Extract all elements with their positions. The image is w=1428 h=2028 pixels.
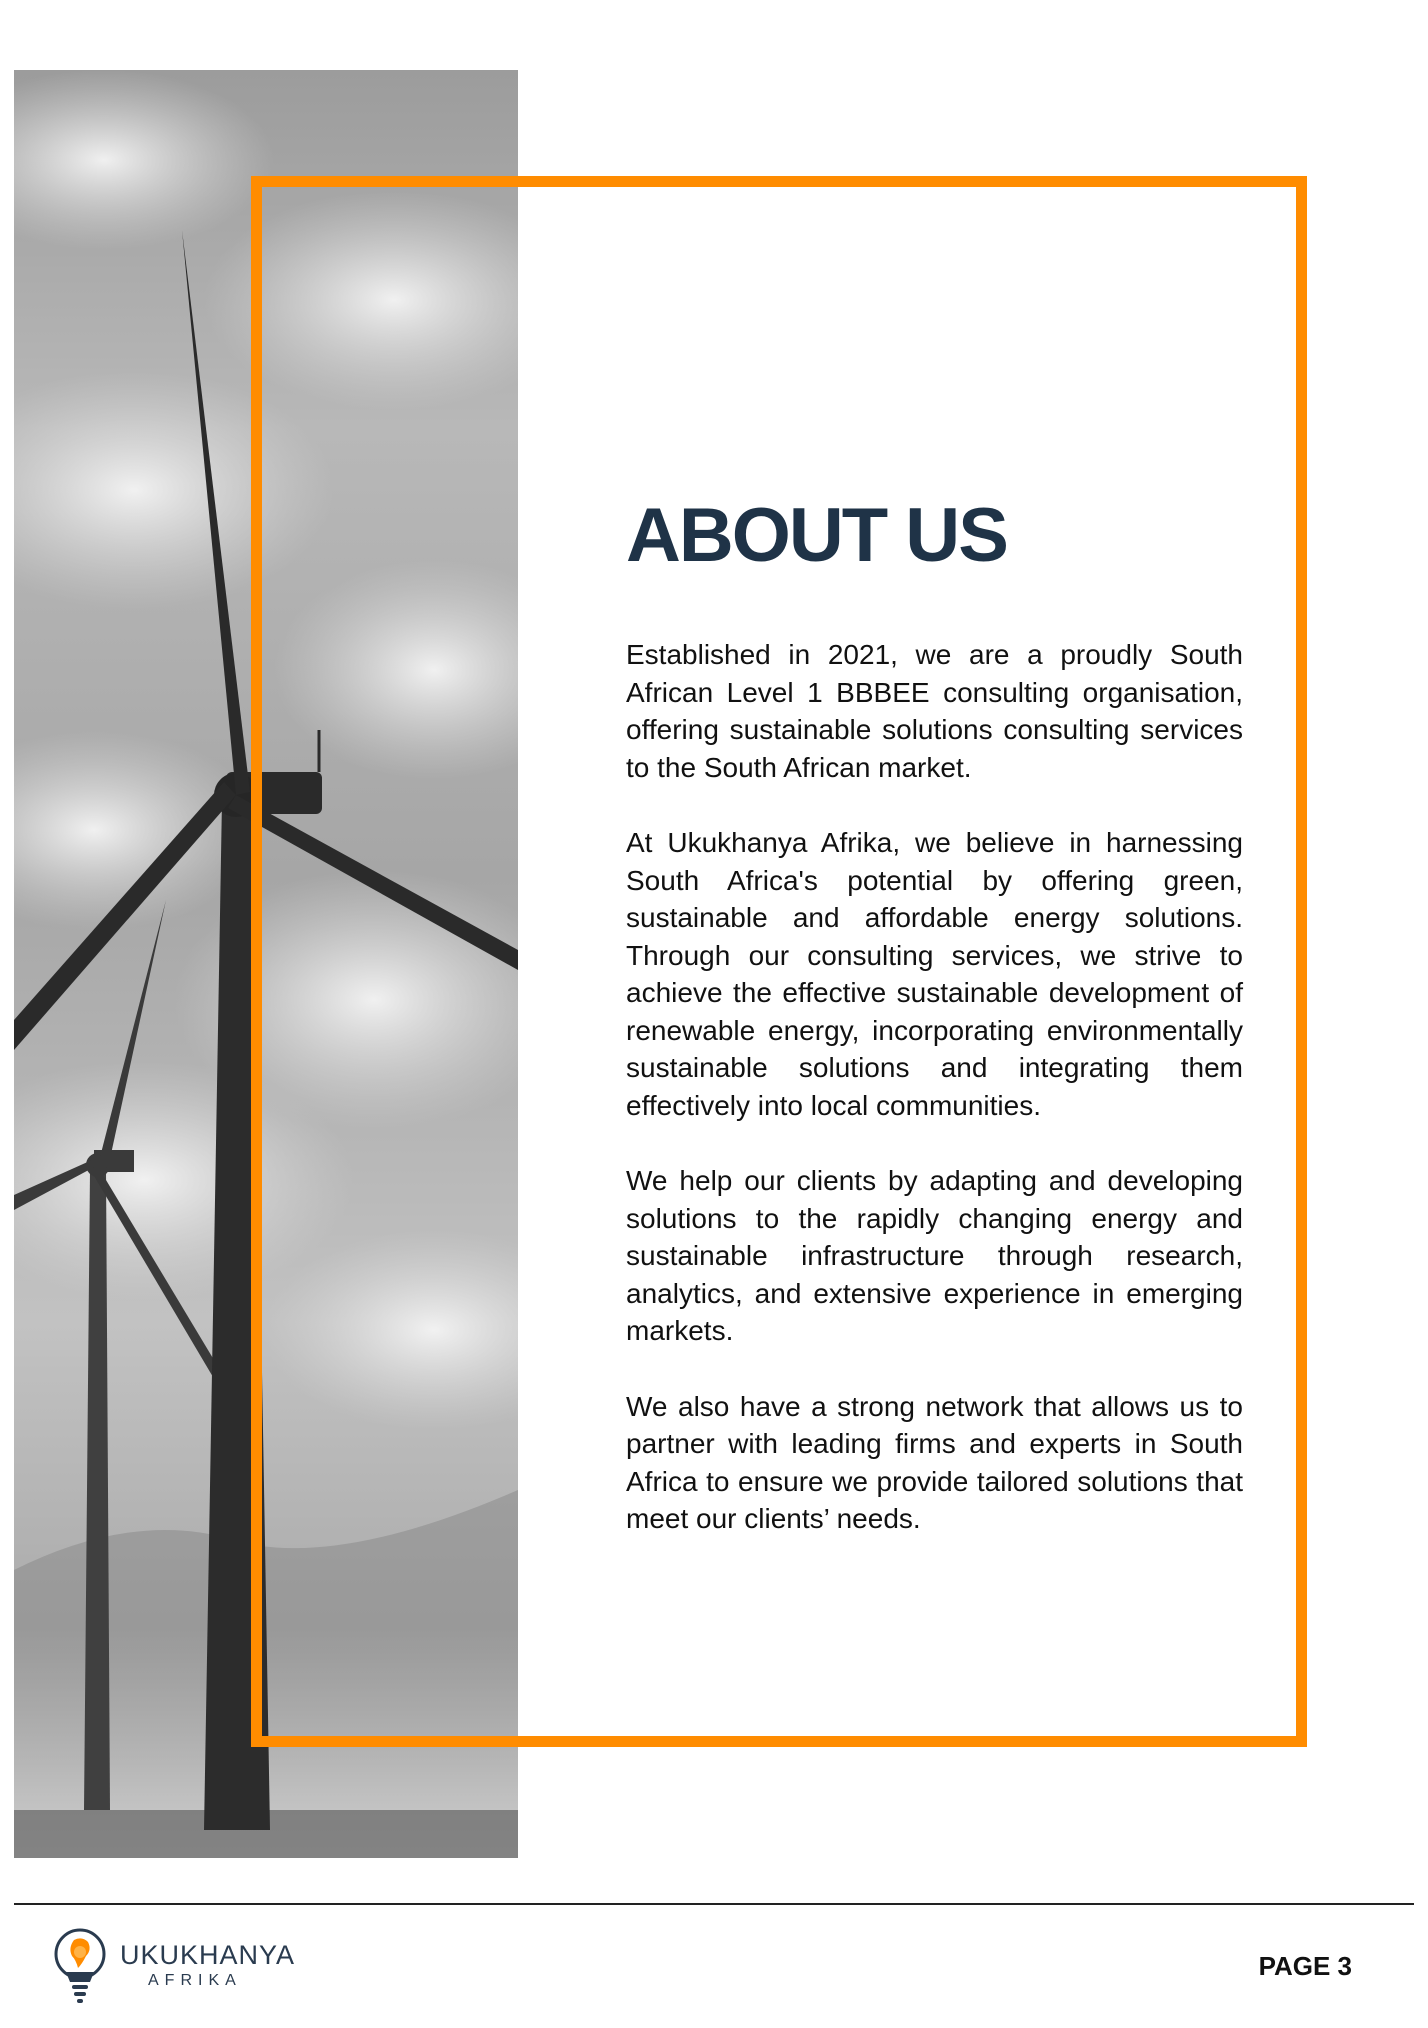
lightbulb-africa-icon	[52, 1926, 112, 2008]
logo-subtitle: AFRIKA	[148, 1972, 242, 1989]
logo-name: UKUKHANYA	[120, 1940, 296, 1970]
about-body-text	[626, 636, 1243, 1576]
paragraph-clients: We help our clients by adapting and developing solutions to the rapidly changing energy and sustainable infrastructure through research, analytics, and extensive experience in emerging markets.	[626, 1165, 1243, 1346]
paragraph-established: Established in 2021, we are a proudly South African Level 1 BBBEE consulting organisation, offering sustainable solutions consulting services to the South African market.	[626, 639, 1243, 783]
paragraph-network: We also have a strong network that allows us to partner with leading firms and experts in South Africa to ensure we provide tailored solutions that meet our clients’ needs.	[626, 1390, 1243, 1534]
paragraph-belief: At Ukukhanya Afrika, we believe in harnessing South Africa's potential by offering green, sustainable and affordable energy solutions. Through our consulting services, we strive to achieve the effective sustainable development of renewable energy, incorporating environmentally sustainable solutions and integrating them effectively into local communities.	[626, 827, 1243, 1121]
company-logo	[52, 1926, 312, 2008]
page-number: PAGE 3	[1258, 1951, 1352, 1981]
footer-divider	[14, 1903, 1414, 1905]
page-title: ABOUT US	[626, 493, 1007, 578]
